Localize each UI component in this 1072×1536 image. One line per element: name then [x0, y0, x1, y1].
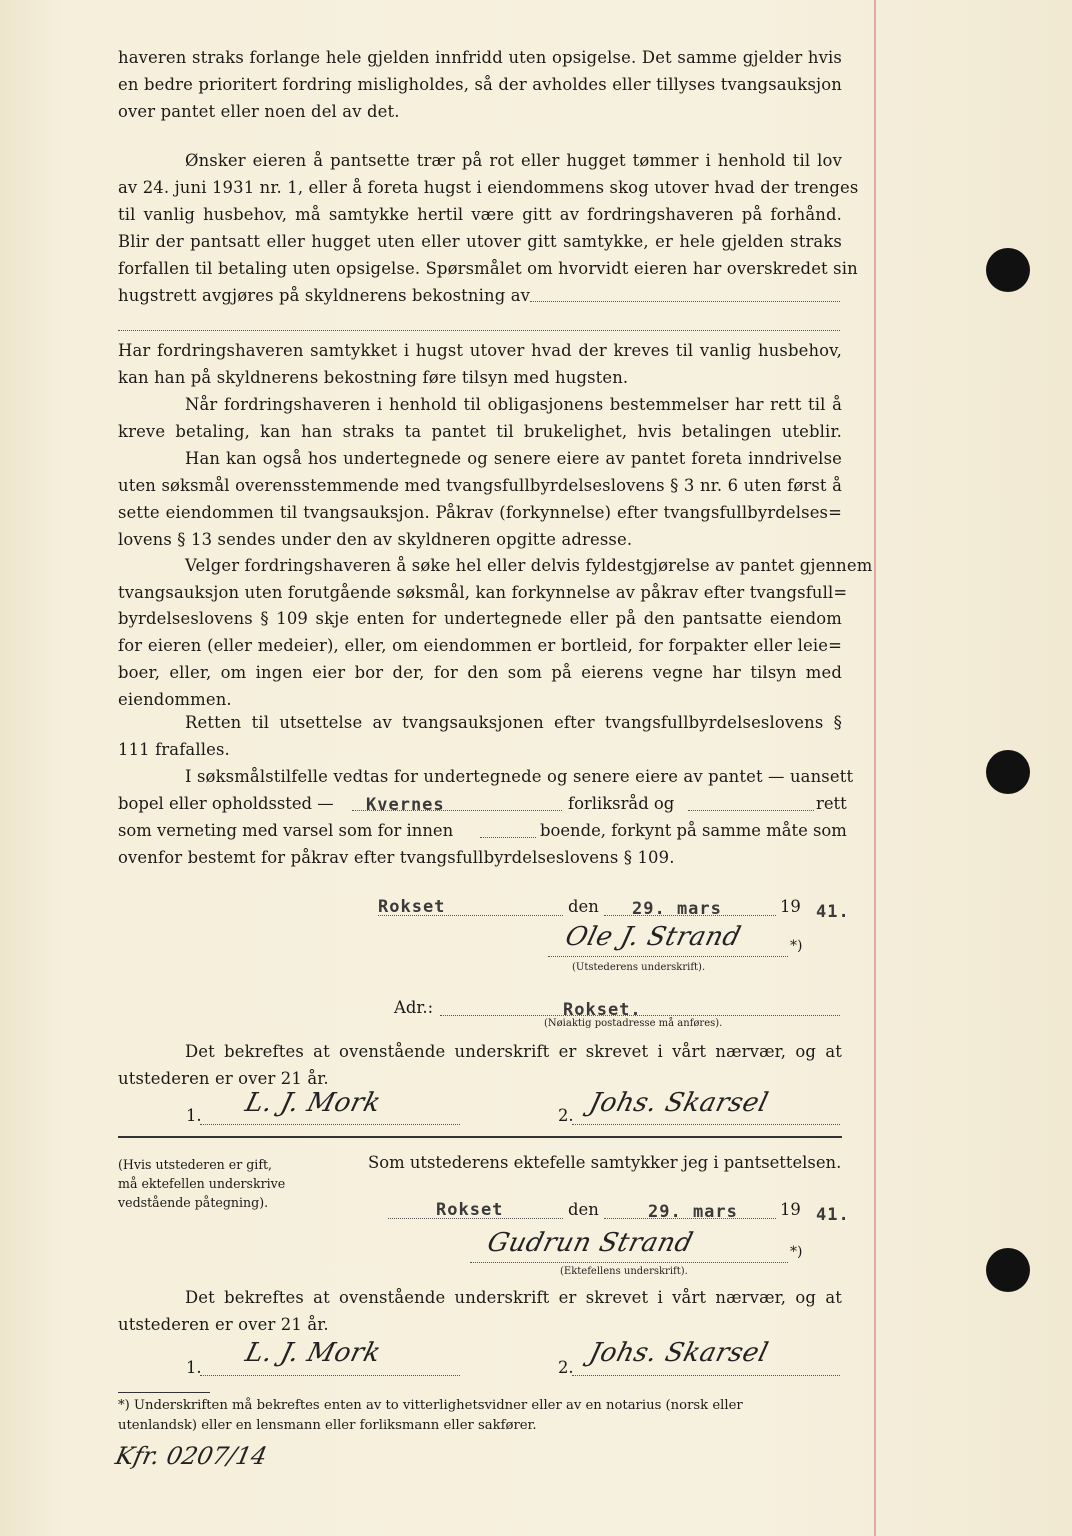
signature-line [572, 1124, 840, 1125]
century-label: 19 [780, 897, 801, 916]
filled-address: Rokset. [563, 1000, 642, 1020]
filled-court-name: Kvernes [366, 795, 445, 815]
text-line: for eieren (eller medeier), eller, om eiendommen er bortleid, for forpakter eller leie= [118, 636, 842, 655]
blank-line [688, 810, 814, 811]
text-line: Når fordringshaveren i henhold til obligasjonens bestemmelser har rett til å [185, 395, 842, 414]
margin-line [874, 0, 876, 1536]
century-label: 19 [780, 1200, 801, 1219]
filled-place: Rokset [436, 1200, 504, 1220]
handwritten-reference: Kfr. 0207/14 [113, 1442, 270, 1470]
text-line: haveren straks forlange hele gjelden innfridd uten opsigelse. Det samme gjelder hvis [118, 48, 842, 67]
text-line: sette eiendommen til tvangsauksjon. Påkrav (forkynnelse) efter tvangsfullbyrdelses= [118, 503, 842, 522]
issuer-signature: Ole J. Strand [562, 922, 745, 952]
witness-number: 2. [558, 1106, 574, 1125]
address-label: Adr.: [394, 998, 434, 1017]
punch-hole [986, 750, 1030, 794]
text-line: Ønsker eieren å pantsette trær på rot eller hugget tømmer i henhold til lov [185, 151, 842, 170]
filled-place: Rokset [378, 897, 446, 917]
punch-hole [986, 1248, 1030, 1292]
spouse-consent-text: Som utstederens ektefelle samtykker jeg i pantsettelsen. [368, 1153, 842, 1172]
text-fragment: rett [816, 794, 847, 813]
filled-date: 29. mars [648, 1202, 738, 1222]
signature-line [470, 1262, 788, 1263]
text-line: hugstrett avgjøres på skyldnerens bekostning av [118, 286, 531, 305]
text-line: uten søksmål overensstemmende med tvangsfullbyrdelseslovens § 3 nr. 6 uten først å [118, 476, 842, 495]
signature-line [572, 1375, 840, 1376]
footnote-marker: *) [790, 938, 803, 954]
filled-year: 41. [816, 1205, 850, 1225]
witness-number: 1. [186, 1106, 202, 1125]
text-line: I søksmålstilfelle vedtas for undertegnede og senere eiere av pantet — uansett [185, 767, 854, 786]
text-fragment: forliksråd og [568, 794, 675, 813]
signature-line [548, 956, 788, 957]
text-fragment: som verneting med varsel som for innen [118, 821, 454, 840]
signature-caption: (Utstederens underskrift). [572, 962, 706, 973]
text-line: Det bekreftes at ovenstående underskrift er skrevet i vårt nærvær, og at [185, 1042, 842, 1061]
footnote: *) Underskriften må bekreftes enten av to vitterlighetsvidner eller av en notarius (norsk eller [118, 1398, 743, 1413]
text-line: lovens § 13 sendes under den av skyldneren opgitte adresse. [118, 530, 633, 549]
text-line: utstederen er over 21 år. [118, 1315, 329, 1334]
text-line: eiendommen. [118, 690, 232, 709]
married-note: vedstående påtegning). [118, 1195, 269, 1210]
footnote: utenlandsk) eller en lensmann eller forliksmann eller sakfører. [118, 1418, 537, 1433]
blank-line [118, 330, 840, 331]
text-line: Velger fordringshaveren å søke hel eller delvis fyldestgjørelse av pantet gjennem [185, 556, 873, 575]
text-line: til vanlig husbehov, må samtykke hertil være gitt av fordringshaveren på forhånd. [118, 205, 842, 224]
signature-line [200, 1124, 460, 1125]
blank-line [480, 837, 536, 838]
text-line: kan han på skyldnerens bekostning føre tilsyn med hugsten. [118, 368, 629, 387]
witness-number: 1. [186, 1358, 202, 1377]
text-line: utstederen er over 21 år. [118, 1069, 329, 1088]
spouse-signature: Gudrun Strand [484, 1228, 697, 1258]
married-note: må ektefellen underskrive [118, 1176, 286, 1191]
text-line: av 24. juni 1931 nr. 1, eller å foreta hugst i eiendommens skog utover hvad der trenges [118, 178, 859, 197]
filled-date: 29. mars [632, 899, 722, 919]
text-line: boer, eller, om ingen eier bor der, for den som på eierens vegne har tilsyn med [118, 663, 842, 682]
witness2-signature: Johs. Skarsel [586, 1088, 772, 1118]
witness1-signature: L. J. Mork [242, 1088, 384, 1118]
blank-line [530, 301, 840, 302]
signature-line [200, 1375, 460, 1376]
text-line: Har fordringshaveren samtykket i hugst utover hvad der kreves til vanlig husbehov, [118, 341, 842, 360]
signature-caption: (Ektefellens underskrift). [560, 1266, 688, 1277]
text-line: Blir der pantsatt eller hugget uten eller utover gitt samtykke, er hele gjelden straks [118, 232, 842, 251]
married-note: (Hvis utstederen er gift, [118, 1157, 273, 1172]
text-line: 111 frafalles. [118, 740, 230, 759]
divider [118, 1136, 842, 1138]
text-line: byrdelseslovens § 109 skje enten for undertegnede eller på den pantsatte eiendom [118, 609, 842, 628]
witness-number: 2. [558, 1358, 574, 1377]
text-fragment: boende, forkynt på samme måte som [540, 821, 847, 840]
text-line: forfallen til betaling uten opsigelse. Spørsmålet om hvorvidt eieren har overskredet sin [118, 259, 858, 278]
text-line: kreve betaling, kan han straks ta pantet til brukelighet, hvis betalingen uteblir. [118, 422, 842, 441]
witness2-signature: Johs. Skarsel [586, 1338, 772, 1368]
text-line: Han kan også hos undertegnede og senere eiere av pantet foreta inndrivelse [185, 449, 842, 468]
text-line: Retten til utsettelse av tvangsauksjonen efter tvangsfullbyrdelseslovens § [185, 713, 842, 732]
footnote-rule [118, 1392, 210, 1393]
footnote-marker: *) [790, 1244, 803, 1260]
address-caption: (Nøiaktig postadresse må anføres). [544, 1018, 723, 1029]
den-label: den [568, 897, 599, 916]
filled-year: 41. [816, 902, 850, 922]
text-line: Det bekreftes at ovenstående underskrift er skrevet i vårt nærvær, og at [185, 1288, 842, 1307]
punch-hole [986, 248, 1030, 292]
den-label: den [568, 1200, 599, 1219]
text-line: ovenfor bestemt for påkrav efter tvangsfullbyrdelseslovens § 109. [118, 848, 675, 867]
witness1-signature: L. J. Mork [242, 1338, 384, 1368]
text-line: en bedre prioritert fordring misligholdes, så der avholdes eller tillyses tvangsauksjon [118, 75, 842, 94]
text-fragment: bopel eller opholdssted — [118, 794, 334, 813]
text-line: tvangsauksjon uten forutgående søksmål, kan forkynnelse av påkrav efter tvangsfull= [118, 583, 848, 602]
text-line: over pantet eller noen del av det. [118, 102, 400, 121]
